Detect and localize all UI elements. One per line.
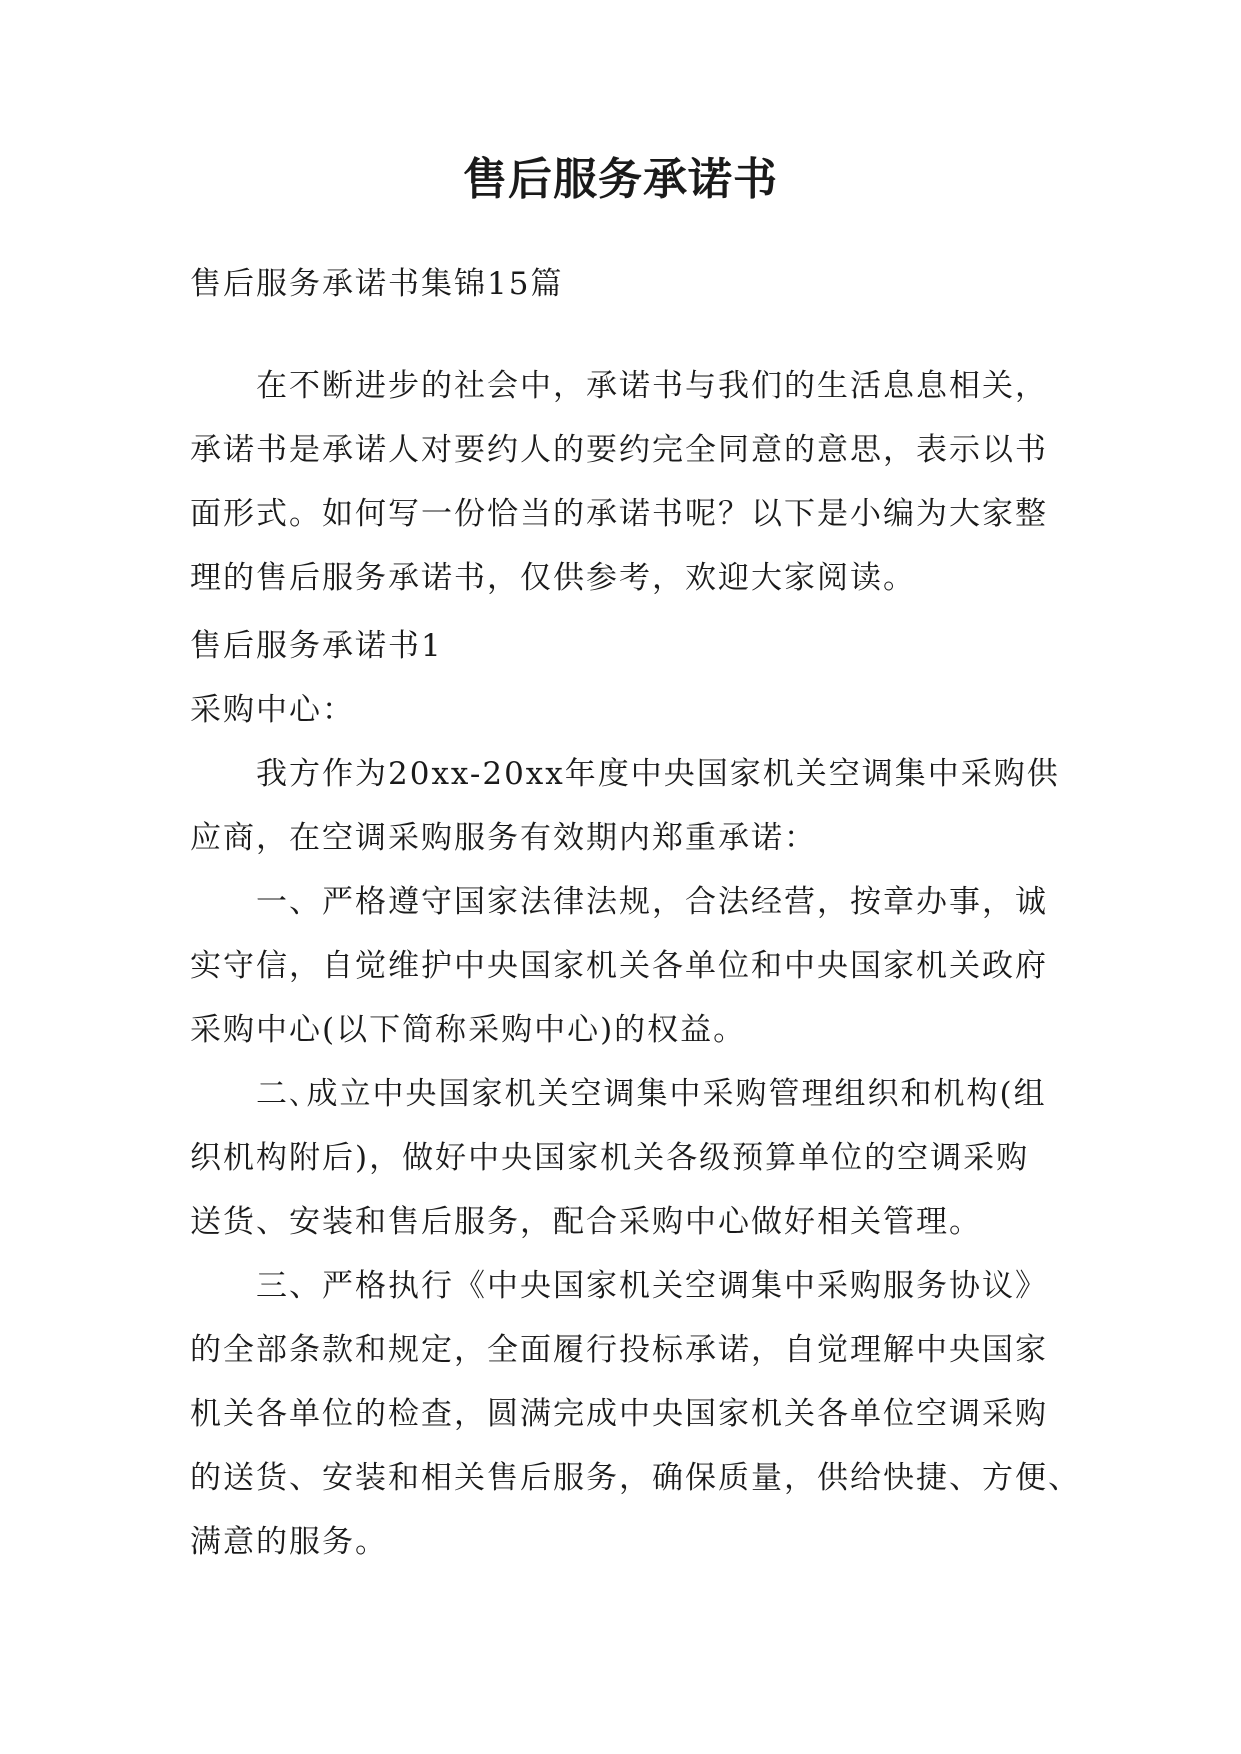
- paragraph-4-line-2: 的全部条款和规定，全面履行投标承诺，自觉理解中央国家: [190, 1332, 1048, 1368]
- paragraph-2-line-3: 采购中心(以下简称采购中心)的权益。: [190, 1012, 747, 1048]
- subtitle-line: 售后服务承诺书集锦15篇: [190, 266, 564, 302]
- paragraph-2-line-2: 实守信，自觉维护中央国家机关各单位和中央国家机关政府: [190, 948, 1048, 984]
- paragraph-4-line-5: 满意的服务。: [190, 1524, 388, 1560]
- section-heading: [190, 614, 1060, 678]
- salutation-text: 采购中心：: [190, 692, 355, 728]
- paragraph-1-line-2: 应商，在空调采购服务有效期内郑重承诺：: [190, 820, 817, 856]
- paragraph-3-line-1: 二､成立中央国家机关空调集中采购管理组织和机构(组: [256, 1076, 1047, 1112]
- paragraph-1-line-1: 我方作为20xx-20xx年度中央国家机关空调集中采购供: [256, 756, 1060, 792]
- body-paragraph-3: [190, 1062, 1060, 1254]
- intro-line-4: 理的售后服务承诺书，仅供参考，欢迎大家阅读。: [190, 560, 916, 596]
- paragraph-3-line-3: 送货、安装和售后服务，配合采购中心做好相关管理。: [190, 1204, 982, 1240]
- body-paragraph-1: [190, 742, 1060, 870]
- section-heading-text: 售后服务承诺书1: [190, 628, 443, 664]
- intro-line-3: 面形式。如何写一份恰当的承诺书呢？以下是小编为大家整: [190, 496, 1048, 532]
- body-paragraph-2: [190, 870, 1060, 1062]
- document-subtitle: [190, 252, 1060, 316]
- intro-line-2: 承诺书是承诺人对要约人的要约完全同意的意思，表示以书: [190, 432, 1048, 468]
- paragraph-4-line-3: 机关各单位的检查，圆满完成中央国家机关各单位空调采购: [190, 1396, 1048, 1432]
- body-paragraph-4: [190, 1254, 1081, 1574]
- paragraph-2-line-1: 一、严格遵守国家法律法规，合法经营，按章办事，诚: [256, 884, 1048, 920]
- intro-paragraph: [190, 354, 1060, 610]
- paragraph-3-line-2: 织机构附后)，做好中央国家机关各级预算单位的空调采购: [190, 1140, 1030, 1176]
- paragraph-4-line-4: 的送货、安装和相关售后服务，确保质量，供给快捷、方便、: [190, 1460, 1081, 1496]
- salutation: [190, 678, 1060, 742]
- paragraph-4-line-1: 三、严格执行《中央国家机关空调集中采购服务协议》: [256, 1268, 1048, 1304]
- document-title: 售后服务承诺书: [463, 154, 778, 205]
- intro-line-1: 在不断进步的社会中，承诺书与我们的生活息息相关，: [256, 368, 1048, 404]
